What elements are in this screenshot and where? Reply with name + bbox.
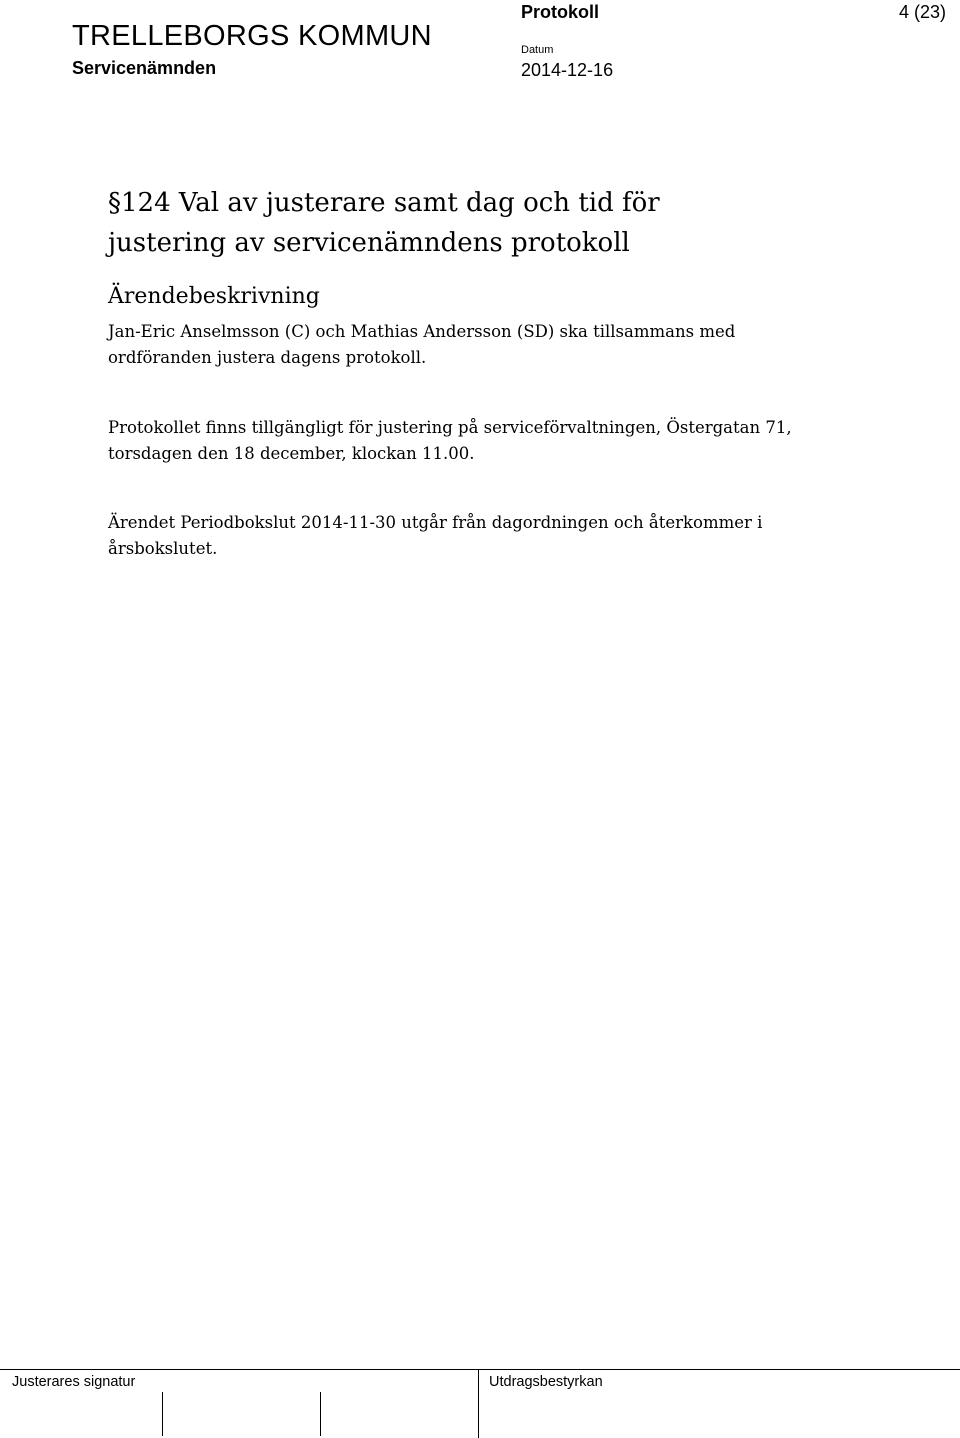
section-title-line-2: justering av servicenämndens protokoll <box>108 228 630 258</box>
certification-label: Utdragsbestyrkan <box>489 1374 603 1390</box>
section-title-text-1: Val av justerare samt dag och tid för <box>178 188 660 218</box>
date-value: 2014-12-16 <box>521 60 614 80</box>
paragraph-3 <box>108 510 838 562</box>
signature-label: Justerares signatur <box>12 1374 136 1390</box>
date-label: Datum <box>521 44 554 56</box>
footer-rule <box>0 1369 960 1370</box>
section-title-line-1 <box>108 183 868 223</box>
paragraph-3-line-2: årsbokslutet. <box>108 539 218 558</box>
department-name: Servicenämnden <box>72 58 217 78</box>
signature-box-divider-1 <box>162 1392 163 1436</box>
paragraph-1-line-2: ordföranden justera dagens protokoll. <box>108 348 427 367</box>
section-number: §124 <box>108 188 171 218</box>
paragraph-1-line-1: Jan-Eric Anselmsson (C) och Mathias Andersson (SD) ska tillsammans med <box>108 322 736 341</box>
signature-box-divider-3 <box>478 1370 479 1438</box>
paragraph-2-line-1: Protokollet finns tillgängligt för justering på serviceförvaltningen, Östergatan 71, <box>108 418 792 437</box>
section-title <box>108 183 868 263</box>
paragraph-2 <box>108 415 838 467</box>
paragraph-1 <box>108 319 828 371</box>
subheading: Ärendebeskrivning <box>108 284 320 309</box>
signature-box-divider-2 <box>320 1392 321 1436</box>
paragraph-2-line-2: torsdagen den 18 december, klockan 11.00. <box>108 444 475 463</box>
organization-name: TRELLEBORGS KOMMUN <box>72 20 432 52</box>
document-type: Protokoll <box>521 2 600 22</box>
paragraph-3-line-1: Ärendet Periodbokslut 2014-11-30 utgår från dagordningen och återkommer i <box>108 513 763 532</box>
page-number: 4 (23) <box>898 2 946 22</box>
